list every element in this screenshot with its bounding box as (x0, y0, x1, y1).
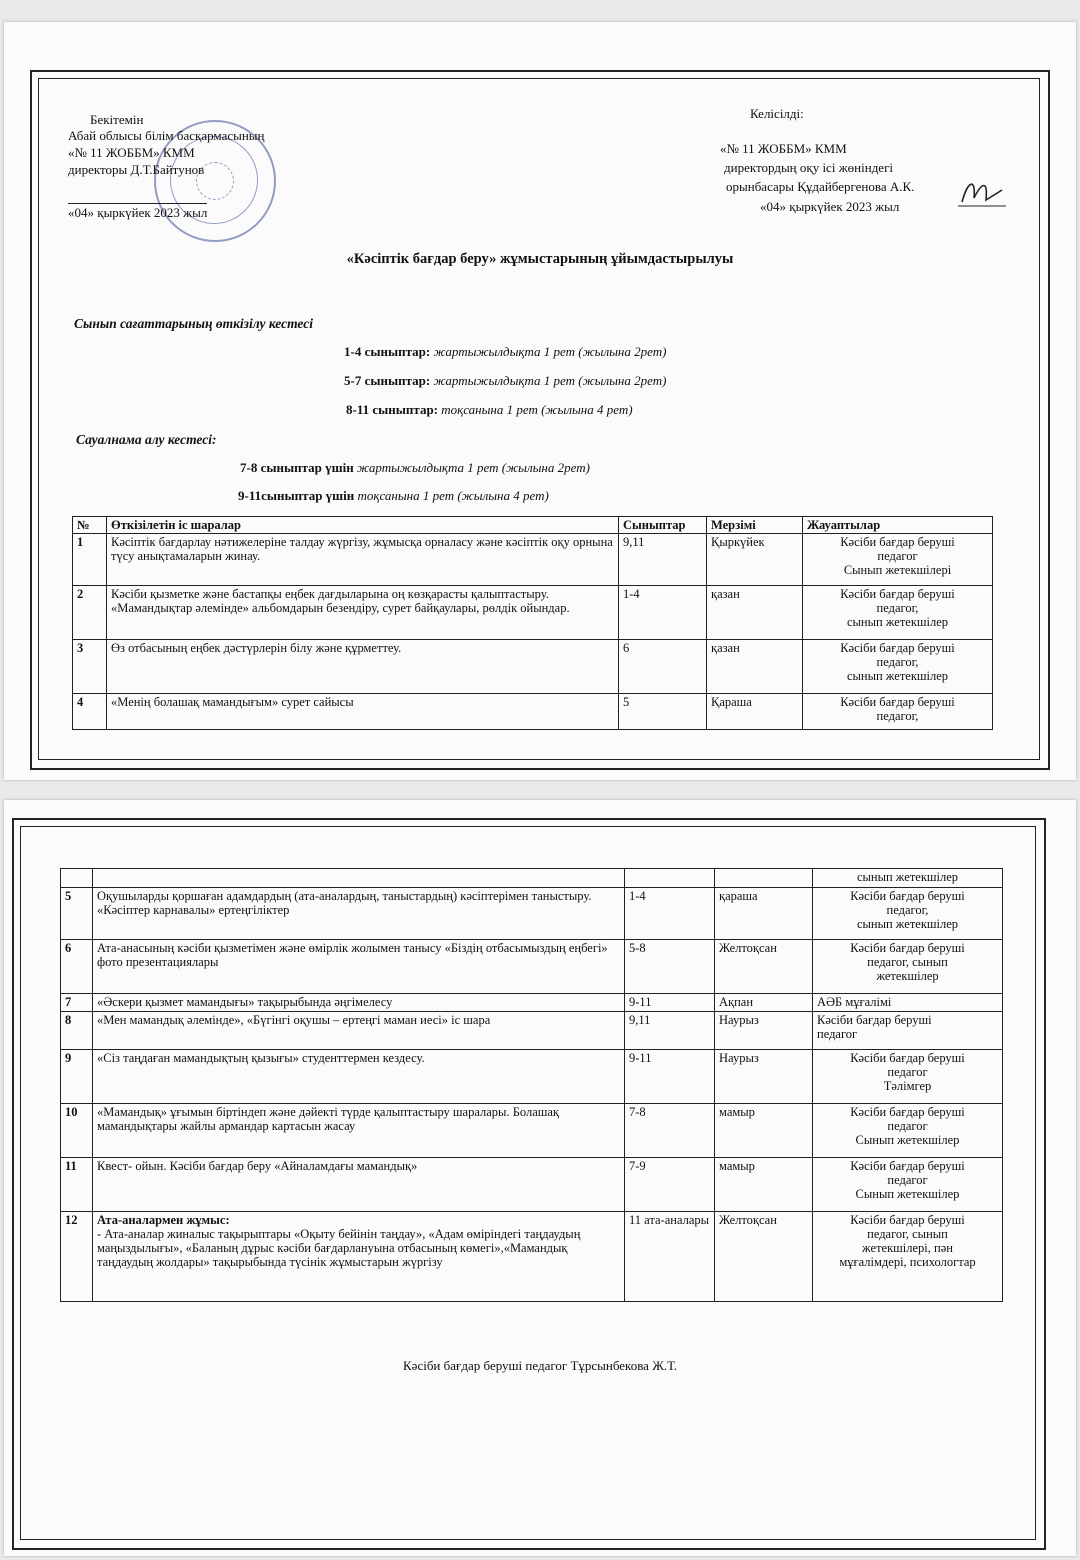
row-number: 9 (61, 1050, 93, 1104)
row-term: Наурыз (715, 1050, 813, 1104)
row-number: 6 (61, 940, 93, 994)
responsible-line: АӘБ мұғалімі (817, 995, 892, 1009)
header-number: № (73, 517, 107, 534)
row-classes: 7-9 (625, 1158, 715, 1212)
responsible-line: педагог, сынып (867, 955, 948, 969)
class-hours-heading: Сынып сағаттарының өткізілу кестесі (74, 316, 313, 331)
class-hours-value: жартыжылдықта 1 рет (жылына 2рет) (433, 373, 667, 388)
approval-right-line2: «№ 11 ЖОББМ» КММ (720, 141, 847, 156)
row-classes: 9-11 (625, 1050, 715, 1104)
signature-icon (958, 172, 1006, 212)
responsible-line: Кәсіби бағдар беруші (850, 1159, 965, 1173)
row-activity: «Әскери қызмет мамандығы» тақырыбында әңгімелесу (93, 994, 625, 1012)
class-hours-row (346, 402, 633, 417)
row-term: Наурыз (715, 1012, 813, 1050)
activities-table-part1 (72, 516, 993, 730)
row-responsible (813, 1158, 1003, 1212)
row-term: Қараша (707, 694, 803, 730)
row-classes: 11 ата-аналары (625, 1212, 715, 1302)
table-row (61, 1212, 1003, 1302)
row-responsible (813, 888, 1003, 940)
row-responsible (813, 940, 1003, 994)
responsible-line: педагог (887, 1065, 928, 1079)
class-hours-row (344, 373, 666, 388)
responsible-line: Сынып жетекшілер (855, 1187, 960, 1201)
approval-left-line5: «04» қыркүйек 2023 жыл (68, 205, 208, 220)
approval-left-line2: Абай облысы білім басқармасының (68, 128, 265, 143)
responsible-line: педагог, сынып (867, 1227, 948, 1241)
responsible-line: жетекшілері, пән (862, 1241, 953, 1255)
header-classes: Сыныптар (619, 517, 707, 534)
row-activity: «Мамандық» ұғымын біртіндеп және дәйекті түрде қалыптастыру шаралары. Болашақ мамандықтары жайлы армандар картасын жасау (93, 1104, 625, 1158)
survey-heading: Сауалнама алу кестесі: (76, 432, 217, 447)
row-number: 12 (61, 1212, 93, 1302)
table-row (61, 869, 1003, 888)
responsible-line: сынып жетекшілер (846, 669, 949, 683)
class-hours-row (344, 344, 666, 359)
responsible-line: педагог, (876, 655, 919, 669)
table-row (61, 1158, 1003, 1212)
row-responsible (803, 534, 993, 586)
table-header-row (73, 517, 993, 534)
row-classes: 5 (619, 694, 707, 730)
row-number: 8 (61, 1012, 93, 1050)
row-classes: 9,11 (619, 534, 707, 586)
table-row (61, 888, 1003, 940)
responsible-line: жетекшілер (876, 969, 939, 983)
responsible-line: Сынып жетекшілер (855, 1133, 960, 1147)
responsible-line: Тәлімгер (883, 1079, 932, 1093)
row-classes: 1-4 (625, 888, 715, 940)
approval-right-line3: директордың оқу ісі жөніндегі (724, 160, 894, 175)
row-responsible (813, 1212, 1003, 1302)
row-activity (93, 1212, 625, 1302)
responsible-line: Кәсіби бағдар беруші (850, 941, 965, 955)
responsible-line: педагог (817, 1027, 858, 1041)
row-term: Желтоқсан (715, 1212, 813, 1302)
responsible-line: Кәсіби бағдар беруші (840, 641, 955, 655)
approval-right-line5: «04» қыркүйек 2023 жыл (760, 199, 900, 214)
row-number: 4 (73, 694, 107, 730)
row-number: 7 (61, 994, 93, 1012)
row-classes: 9-11 (625, 994, 715, 1012)
row-activity: «Менің болашақ мамандығым» сурет сайысы (107, 694, 619, 730)
row-activity: «Сіз таңдаған мамандықтың қызығы» студенттермен кездесу. (93, 1050, 625, 1104)
row-term: қараша (715, 888, 813, 940)
row-responsible (803, 586, 993, 640)
survey-row (238, 488, 549, 503)
row-classes: 9,11 (625, 1012, 715, 1050)
row-responsible (813, 1012, 1003, 1050)
activities-table-part2 (60, 868, 1003, 1302)
row-number: 10 (61, 1104, 93, 1158)
responsible-line: Кәсіби бағдар беруші (850, 889, 965, 903)
responsible-line: педагог (887, 1119, 928, 1133)
responsible-line: сынып жетекшілер (856, 870, 959, 884)
class-hours-label: 5-7 сыныптар: (344, 373, 431, 388)
row-classes: 6 (619, 640, 707, 694)
row-activity: Кәсіптік бағдарлау нәтижелеріне талдау жүргізу, жұмысқа орналасу және кәсіптік оқу орнына түсу анықтамаларын жинау. (107, 534, 619, 586)
class-hours-label: 8-11 сыныптар: (346, 402, 439, 417)
row-activity: Оқушыларды қоршаған адамдардың (ата-аналардың, таныстардың) кәсіптерімен таныстыру. «Кәсіптер карнавалы» ертеңгіліктер (93, 888, 625, 940)
approval-right-line1: Келісілді: (750, 106, 804, 121)
row-number: 3 (73, 640, 107, 694)
row-responsible (813, 869, 1003, 888)
responsible-line: Кәсіби бағдар беруші (850, 1105, 965, 1119)
responsible-line: сынып жетекшілер (846, 615, 949, 629)
header-responsible: Жауаптылар (803, 517, 993, 534)
row-number: 1 (73, 534, 107, 586)
survey-value: жартыжылдықта 1 рет (жылына 2рет) (356, 460, 590, 475)
table-row (61, 940, 1003, 994)
row-term: Ақпан (715, 994, 813, 1012)
responsible-line: Кәсіби бағдар беруші (850, 1051, 965, 1065)
table-row (61, 994, 1003, 1012)
responsible-line: педагог, (876, 601, 919, 615)
row-term: қазан (707, 586, 803, 640)
row-activity (93, 869, 625, 888)
row-term: мамыр (715, 1104, 813, 1158)
responsible-line: сынып жетекшілер (856, 917, 959, 931)
table-row (61, 1012, 1003, 1050)
row-number: 11 (61, 1158, 93, 1212)
table-row (73, 640, 993, 694)
row-responsible (813, 1104, 1003, 1158)
survey-value: тоқсанына 1 рет (жылына 4 рет) (357, 488, 549, 503)
row-term: Қыркүйек (707, 534, 803, 586)
approval-left-line1: Бекітемін (90, 112, 144, 127)
row-responsible (803, 640, 993, 694)
class-hours-label: 1-4 сыныптар: (344, 344, 431, 359)
survey-label: 9-11сыныптар үшін (238, 488, 355, 503)
responsible-line: Кәсіби бағдар беруші (817, 1013, 932, 1027)
table-row (61, 1050, 1003, 1104)
row-number: 5 (61, 888, 93, 940)
responsible-line: педагог, (876, 709, 919, 723)
activity-title: Ата-аналармен жұмыс: (97, 1213, 230, 1227)
document-title: «Кәсіптік бағдар беру» жұмыстарының ұйымдастырылуы (346, 251, 734, 267)
header-term: Мерзімі (707, 517, 803, 534)
class-hours-value: жартыжылдықта 1 рет (жылына 2рет) (433, 344, 667, 359)
responsible-line: Сынып жетекшілері (843, 563, 952, 577)
responsible-line: мұғалімдері, психологтар (839, 1255, 976, 1269)
row-classes (625, 869, 715, 888)
document-page-1 (4, 22, 1076, 780)
row-responsible (813, 994, 1003, 1012)
row-classes: 7-8 (625, 1104, 715, 1158)
responsible-line: педагог (877, 549, 918, 563)
responsible-line: Кәсіби бағдар беруші (840, 695, 955, 709)
row-number: 2 (73, 586, 107, 640)
approval-left-line4: директоры Д.Т.Байтунов (68, 162, 205, 177)
row-activity: Квест- ойын. Кәсіби бағдар беру «Айналамдағы мамандық» (93, 1158, 625, 1212)
table-row (73, 694, 993, 730)
row-activity: Өз отбасының еңбек дәстүрлерін білу және құрметтеу. (107, 640, 619, 694)
table-row (73, 534, 993, 586)
row-classes: 1-4 (619, 586, 707, 640)
responsible-line: Кәсіби бағдар беруші (850, 1213, 965, 1227)
approval-right-line4: орынбасары Құдайбергенова А.К. (726, 179, 915, 194)
class-hours-value: тоқсанына 1 рет (жылына 4 рет) (441, 402, 633, 417)
row-term (715, 869, 813, 888)
row-responsible (813, 1050, 1003, 1104)
responsible-line: Кәсіби бағдар беруші (840, 535, 955, 549)
responsible-line: педагог, (886, 903, 929, 917)
document-page-2 (4, 800, 1076, 1556)
responsible-line: педагог (887, 1173, 928, 1187)
row-activity: Кәсіби қызметке және бастапқы еңбек дағдыларына оң көзқарасты қалыптастыру. «Мамандықтар әлемінде» альбомдарын безендіру, сурет байқаулары, рөлдік ойындар. (107, 586, 619, 640)
row-term: қазан (707, 640, 803, 694)
table-row (61, 1104, 1003, 1158)
row-activity: «Мен мамандық әлемінде», «Бүгінгі оқушы – ертеңгі маман иесі» іс шара (93, 1012, 625, 1050)
row-term: мамыр (715, 1158, 813, 1212)
survey-row (240, 460, 590, 475)
row-term: Желтоқсан (715, 940, 813, 994)
table-row (73, 586, 993, 640)
survey-label: 7-8 сыныптар үшін (240, 460, 354, 475)
row-activity: Ата-анасының кәсіби қызметімен және өмірлік жолымен танысу «Біздің отбасымыздың еңбегі» фото презентациялары (93, 940, 625, 994)
approval-left-line3: «№ 11 ЖОББМ» КММ (68, 145, 195, 160)
footer-signature-line: Кәсіби бағдар беруші педагог Тұрсынбекова Ж.Т. (403, 1358, 677, 1373)
header-activity: Өткізілетін іс шаралар (107, 517, 619, 534)
activity-text: - Ата-аналар жиналыс тақырыптары «Оқыту бейінін таңдау», «Адам өміріндегі таңдаудың маңыздылығы», «Баланың дұрыс кәсіби бағдарлануына отбасының көмегі»,«Мамандық таңдаудың жолдары» тақырыбында түсінік жұмыстарын жүргізу (97, 1227, 581, 1269)
responsible-line: Кәсіби бағдар беруші (840, 587, 955, 601)
row-number (61, 869, 93, 888)
row-classes: 5-8 (625, 940, 715, 994)
row-responsible (803, 694, 993, 730)
